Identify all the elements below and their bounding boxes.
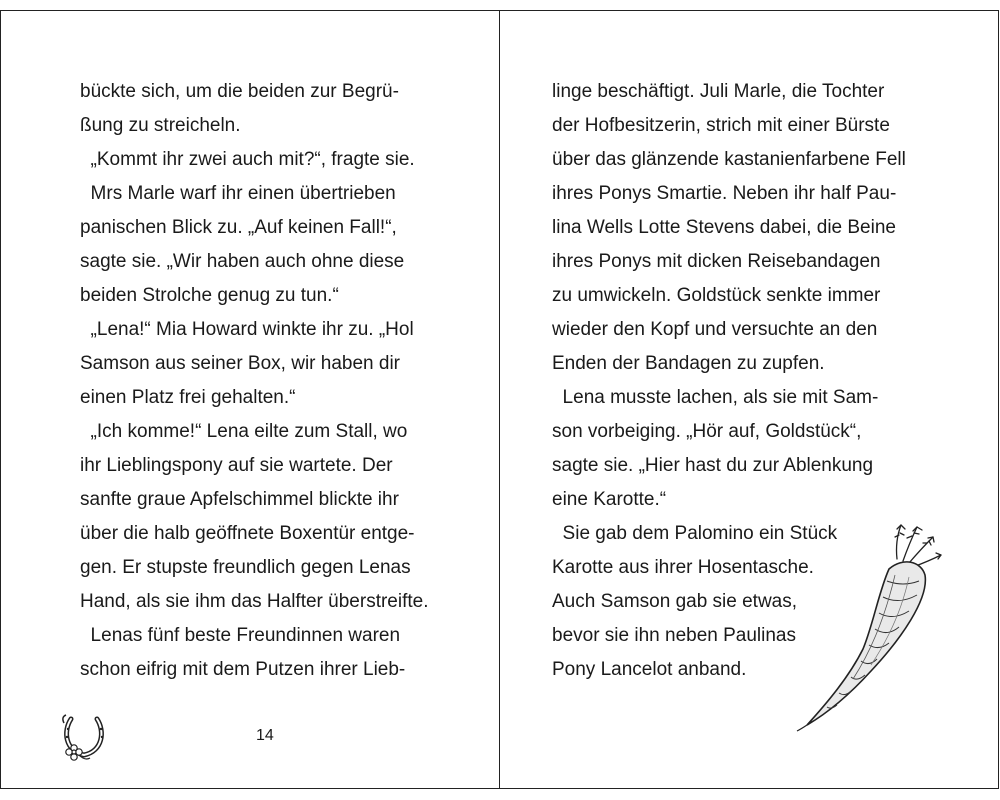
text-line: Auch Samson gab sie etwas, <box>552 591 798 612</box>
text-line: über das glänzende kastanienfarbene Fell <box>552 149 906 170</box>
text-line: bevor sie ihn neben Paulinas <box>552 625 797 646</box>
book-spread <box>0 10 999 789</box>
text-line: wieder den Kopf und versuchte an den <box>552 319 878 340</box>
carrot-illustration <box>791 519 951 734</box>
text-line: lina Wells Lotte Stevens dabei, die Beine <box>552 217 896 238</box>
text-line: son vorbeiging. „Hör auf, Goldstück“, <box>552 421 862 442</box>
text-line: sagte sie. „Hier hast du zur Ablenkung <box>552 455 874 476</box>
text-line: panischen Blick zu. „Auf keinen Fall!“, <box>80 217 397 238</box>
text-line: Lenas fünf beste Freundinnen waren <box>80 625 401 646</box>
left-page-text <box>80 75 429 687</box>
page-divider <box>499 11 500 788</box>
text-line: schon eifrig mit dem Putzen ihrer Lieb- <box>80 659 406 680</box>
text-line: Enden der Bandagen zu zupfen. <box>552 353 825 374</box>
text-line: ihres Ponys Smartie. Neben ihr half Pau- <box>552 183 897 204</box>
text-line: Karotte aus ihrer Hosentasche. <box>552 557 814 578</box>
text-line: gen. Er stupste freundlich gegen Lenas <box>80 557 411 578</box>
text-line: eine Karotte.“ <box>552 489 667 510</box>
page-number: 14 <box>256 727 274 744</box>
text-line: ßung zu streicheln. <box>80 115 241 136</box>
text-line: Sie gab dem Palomino ein Stück <box>552 523 838 544</box>
text-line: der Hofbesitzerin, strich mit einer Bürste <box>552 115 890 136</box>
text-line: Pony Lancelot anband. <box>552 659 747 680</box>
text-line: „Kommt ihr zwei auch mit?“, fragte sie. <box>80 149 415 170</box>
text-line: über die halb geöffnete Boxentür entge- <box>80 523 415 544</box>
text-line: Mrs Marle warf ihr einen übertrieben <box>80 183 396 204</box>
text-line: bückte sich, um die beiden zur Begrü- <box>80 81 399 102</box>
text-line: „Ich komme!“ Lena eilte zum Stall, wo <box>80 421 408 442</box>
text-line: sanfte graue Apfelschimmel blickte ihr <box>80 489 399 510</box>
text-line: ihr Lieblingspony auf sie wartete. Der <box>80 455 393 476</box>
text-line: Hand, als sie ihm das Halfter überstreifte. <box>80 591 429 612</box>
text-line: sagte sie. „Wir haben auch ohne diese <box>80 251 405 272</box>
text-line: zu umwickeln. Goldstück senkte immer <box>552 285 881 306</box>
text-line: ihres Ponys mit dicken Reisebandagen <box>552 251 881 272</box>
text-line: einen Platz frei gehalten.“ <box>80 387 296 408</box>
text-line: „Lena!“ Mia Howard winkte ihr zu. „Hol <box>80 319 414 340</box>
text-line: beiden Strolche genug zu tun.“ <box>80 285 339 306</box>
text-line: Lena musste lachen, als sie mit Sam- <box>552 387 879 408</box>
text-line: linge beschäftigt. Juli Marle, die Tochter <box>552 81 885 102</box>
horseshoe-icon <box>57 711 111 765</box>
text-line: Samson aus seiner Box, wir haben dir <box>80 353 400 374</box>
